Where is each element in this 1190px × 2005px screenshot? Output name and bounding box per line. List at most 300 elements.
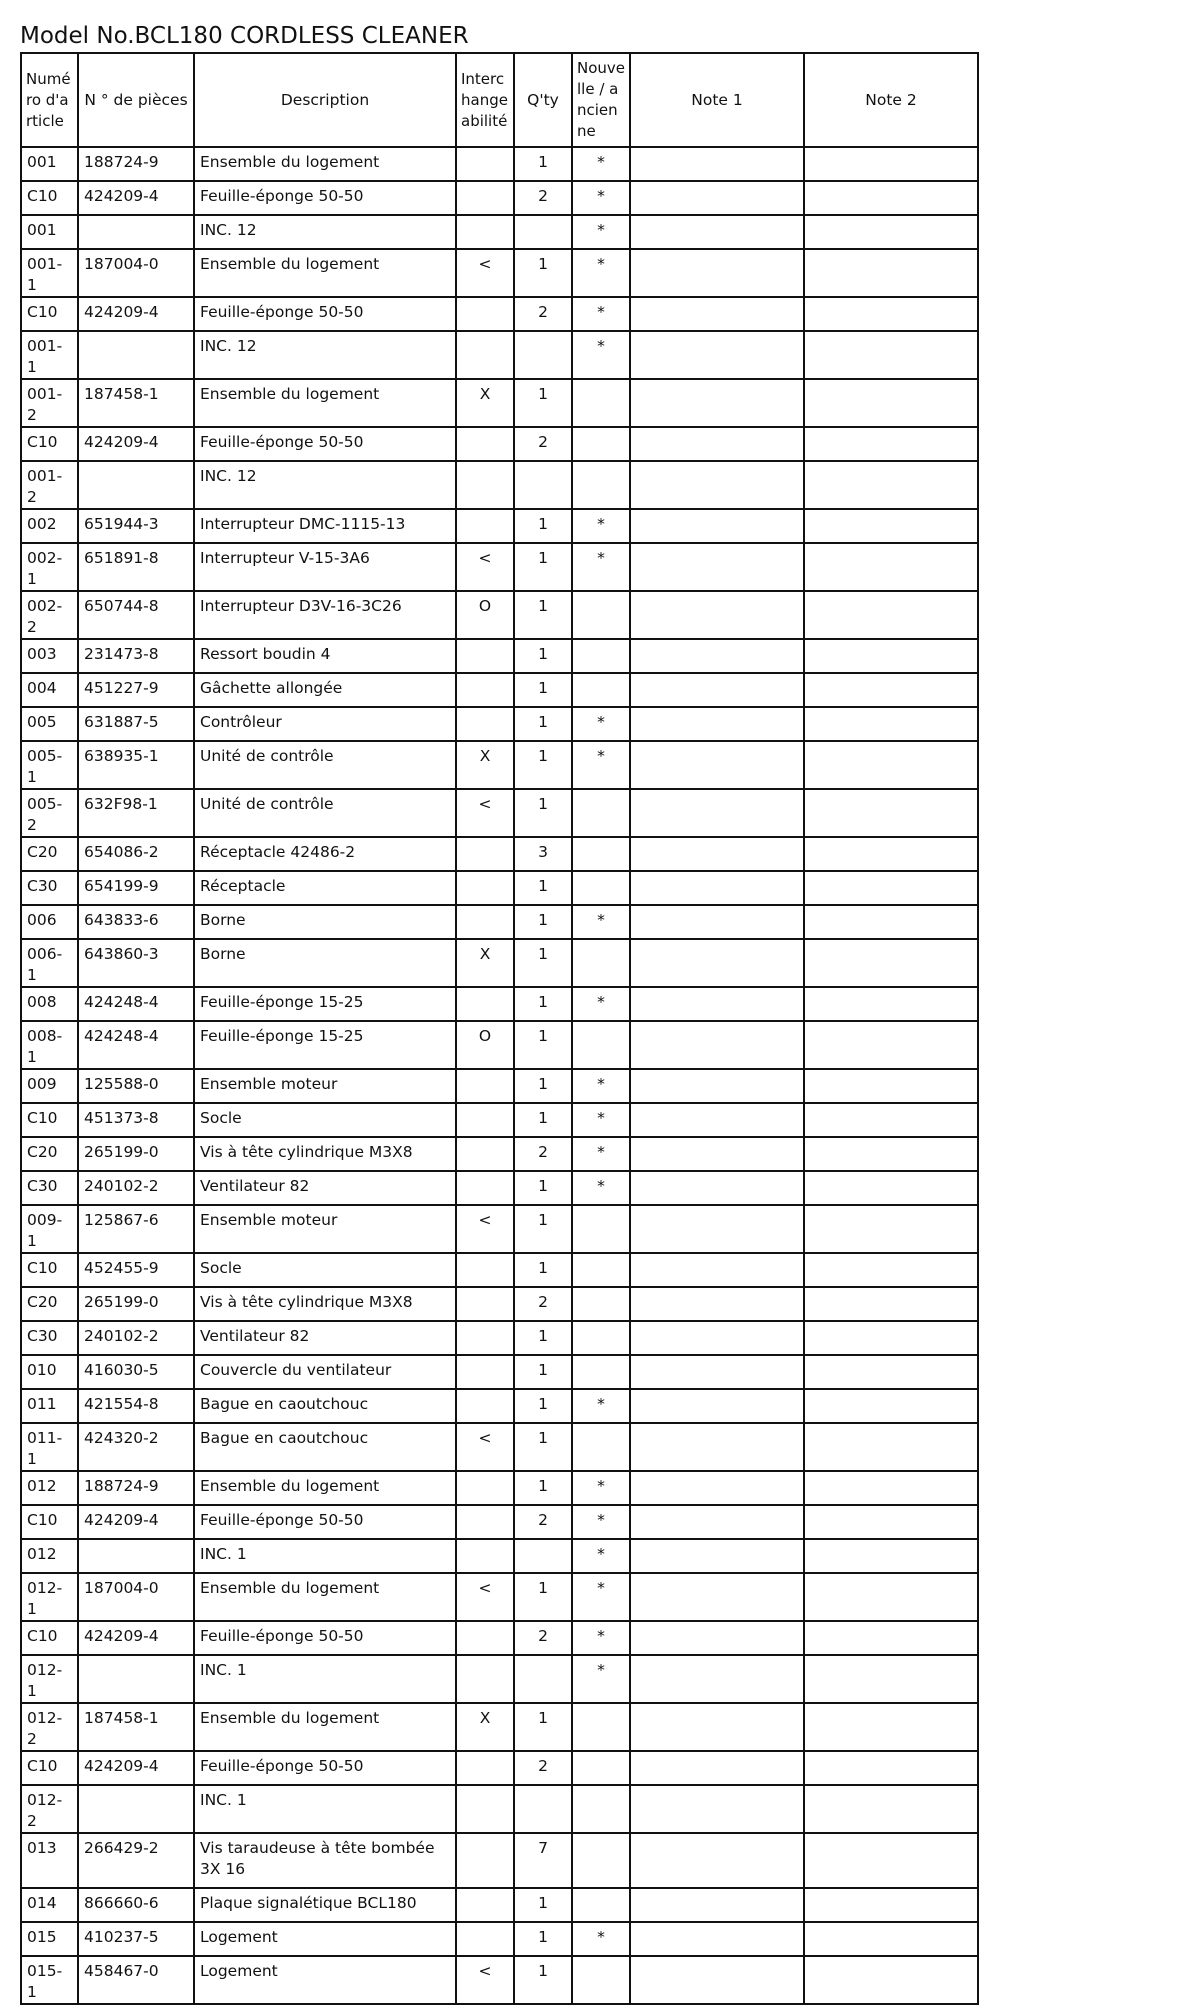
new-old-cell: * bbox=[572, 509, 630, 543]
part-number-cell: 654199-9 bbox=[78, 871, 194, 905]
item-number-cell: 001-1 bbox=[21, 249, 78, 297]
table-row bbox=[21, 1021, 978, 1069]
new-old-cell: * bbox=[572, 1655, 630, 1703]
description-cell: INC. 1 bbox=[194, 1539, 456, 1573]
note-1-cell bbox=[630, 249, 804, 297]
table-row bbox=[21, 987, 978, 1021]
part-number-cell bbox=[78, 461, 194, 509]
part-number-cell: 421554-8 bbox=[78, 1389, 194, 1423]
table-row bbox=[21, 249, 978, 297]
note-2-cell bbox=[804, 1321, 978, 1355]
quantity-cell: 2 bbox=[514, 1751, 572, 1785]
note-2-cell bbox=[804, 1888, 978, 1922]
note-2-cell bbox=[804, 147, 978, 181]
new-old-cell bbox=[572, 591, 630, 639]
description-cell: INC. 12 bbox=[194, 461, 456, 509]
item-number-cell: 009-1 bbox=[21, 1205, 78, 1253]
new-old-cell bbox=[572, 1355, 630, 1389]
interchangeability-cell bbox=[456, 1655, 514, 1703]
interchangeability-cell: X bbox=[456, 1703, 514, 1751]
note-1-cell bbox=[630, 1389, 804, 1423]
table-row bbox=[21, 673, 978, 707]
table-row bbox=[21, 1253, 978, 1287]
note-2-cell bbox=[804, 837, 978, 871]
note-1-cell bbox=[630, 1287, 804, 1321]
quantity-cell: 7 bbox=[514, 1833, 572, 1888]
description-cell: Ventilateur 82 bbox=[194, 1171, 456, 1205]
new-old-cell: * bbox=[572, 249, 630, 297]
note-2-cell bbox=[804, 871, 978, 905]
interchangeability-cell bbox=[456, 509, 514, 543]
note-2-cell bbox=[804, 427, 978, 461]
part-number-cell: 654086-2 bbox=[78, 837, 194, 871]
item-number-cell: C10 bbox=[21, 1751, 78, 1785]
table-row bbox=[21, 1751, 978, 1785]
quantity-cell bbox=[514, 331, 572, 379]
table-row bbox=[21, 1922, 978, 1956]
quantity-cell: 1 bbox=[514, 591, 572, 639]
new-old-cell: * bbox=[572, 1389, 630, 1423]
quantity-cell: 1 bbox=[514, 1103, 572, 1137]
description-cell: Réceptacle bbox=[194, 871, 456, 905]
header-item-number: Numéro d'article bbox=[21, 53, 78, 147]
note-1-cell bbox=[630, 1355, 804, 1389]
table-row bbox=[21, 147, 978, 181]
quantity-cell: 2 bbox=[514, 1137, 572, 1171]
quantity-cell: 1 bbox=[514, 1389, 572, 1423]
table-row bbox=[21, 331, 978, 379]
description-cell: Couvercle du ventilateur bbox=[194, 1355, 456, 1389]
item-number-cell: 005 bbox=[21, 707, 78, 741]
table-row bbox=[21, 1355, 978, 1389]
item-number-cell: 013 bbox=[21, 1833, 78, 1888]
note-1-cell bbox=[630, 639, 804, 673]
note-1-cell bbox=[630, 591, 804, 639]
part-number-cell: 266429-2 bbox=[78, 1833, 194, 1888]
note-2-cell bbox=[804, 1423, 978, 1471]
note-1-cell bbox=[630, 1505, 804, 1539]
note-1-cell bbox=[630, 1021, 804, 1069]
new-old-cell: * bbox=[572, 707, 630, 741]
description-cell: Interrupteur D3V-16-3C26 bbox=[194, 591, 456, 639]
note-2-cell bbox=[804, 591, 978, 639]
note-2-cell bbox=[804, 1103, 978, 1137]
new-old-cell bbox=[572, 1021, 630, 1069]
item-number-cell: 004 bbox=[21, 673, 78, 707]
new-old-cell bbox=[572, 1205, 630, 1253]
new-old-cell bbox=[572, 1253, 630, 1287]
description-cell: Ensemble du logement bbox=[194, 1703, 456, 1751]
item-number-cell: C10 bbox=[21, 1505, 78, 1539]
quantity-cell: 1 bbox=[514, 905, 572, 939]
note-2-cell bbox=[804, 1287, 978, 1321]
quantity-cell bbox=[514, 461, 572, 509]
quantity-cell: 1 bbox=[514, 1956, 572, 2004]
item-number-cell: 001 bbox=[21, 215, 78, 249]
part-number-cell: 424248-4 bbox=[78, 1021, 194, 1069]
interchangeability-cell: O bbox=[456, 591, 514, 639]
item-number-cell: C20 bbox=[21, 1137, 78, 1171]
new-old-cell: * bbox=[572, 1621, 630, 1655]
new-old-cell: * bbox=[572, 1539, 630, 1573]
item-number-cell: 001-2 bbox=[21, 461, 78, 509]
note-2-cell bbox=[804, 1171, 978, 1205]
quantity-cell: 2 bbox=[514, 1505, 572, 1539]
table-row bbox=[21, 707, 978, 741]
table-row bbox=[21, 1069, 978, 1103]
part-number-cell: 638935-1 bbox=[78, 741, 194, 789]
note-1-cell bbox=[630, 1621, 804, 1655]
new-old-cell: * bbox=[572, 1922, 630, 1956]
table-row bbox=[21, 1205, 978, 1253]
part-number-cell: 416030-5 bbox=[78, 1355, 194, 1389]
interchangeability-cell bbox=[456, 1539, 514, 1573]
quantity-cell: 1 bbox=[514, 1423, 572, 1471]
table-row bbox=[21, 297, 978, 331]
item-number-cell: C30 bbox=[21, 871, 78, 905]
interchangeability-cell: < bbox=[456, 1423, 514, 1471]
quantity-cell bbox=[514, 1785, 572, 1833]
table-row bbox=[21, 1423, 978, 1471]
new-old-cell: * bbox=[572, 1471, 630, 1505]
description-cell: Vis à tête cylindrique M3X8 bbox=[194, 1287, 456, 1321]
item-number-cell: C20 bbox=[21, 1287, 78, 1321]
item-number-cell: C30 bbox=[21, 1171, 78, 1205]
interchangeability-cell: < bbox=[456, 1205, 514, 1253]
interchangeability-cell bbox=[456, 181, 514, 215]
part-number-cell: 643860-3 bbox=[78, 939, 194, 987]
item-number-cell: 012 bbox=[21, 1539, 78, 1573]
new-old-cell bbox=[572, 1287, 630, 1321]
description-cell: Unité de contrôle bbox=[194, 789, 456, 837]
note-2-cell bbox=[804, 939, 978, 987]
interchangeability-cell: X bbox=[456, 379, 514, 427]
item-number-cell: 002-2 bbox=[21, 591, 78, 639]
note-1-cell bbox=[630, 837, 804, 871]
interchangeability-cell bbox=[456, 297, 514, 331]
interchangeability-cell bbox=[456, 1103, 514, 1137]
header-quantity: Q'ty bbox=[514, 53, 572, 147]
part-number-cell: 231473-8 bbox=[78, 639, 194, 673]
header-new-old: Nouvelle / ancienne bbox=[572, 53, 630, 147]
description-cell: Unité de contrôle bbox=[194, 741, 456, 789]
description-cell: Contrôleur bbox=[194, 707, 456, 741]
description-cell: Feuille-éponge 15-25 bbox=[194, 1021, 456, 1069]
part-number-cell: 632F98-1 bbox=[78, 789, 194, 837]
item-number-cell: C10 bbox=[21, 297, 78, 331]
table-row bbox=[21, 1956, 978, 2004]
note-1-cell bbox=[630, 181, 804, 215]
new-old-cell bbox=[572, 461, 630, 509]
table-row bbox=[21, 181, 978, 215]
item-number-cell: C10 bbox=[21, 181, 78, 215]
new-old-cell bbox=[572, 939, 630, 987]
part-number-cell: 187004-0 bbox=[78, 249, 194, 297]
interchangeability-cell bbox=[456, 147, 514, 181]
table-row bbox=[21, 1103, 978, 1137]
interchangeability-cell bbox=[456, 1922, 514, 1956]
interchangeability-cell bbox=[456, 987, 514, 1021]
interchangeability-cell bbox=[456, 1389, 514, 1423]
quantity-cell: 2 bbox=[514, 297, 572, 331]
part-number-cell: 265199-0 bbox=[78, 1137, 194, 1171]
quantity-cell: 1 bbox=[514, 987, 572, 1021]
part-number-cell: 866660-6 bbox=[78, 1888, 194, 1922]
interchangeability-cell bbox=[456, 1355, 514, 1389]
item-number-cell: 003 bbox=[21, 639, 78, 673]
item-number-cell: 012 bbox=[21, 1471, 78, 1505]
note-1-cell bbox=[630, 509, 804, 543]
new-old-cell: * bbox=[572, 987, 630, 1021]
table-row bbox=[21, 1703, 978, 1751]
description-cell: INC. 1 bbox=[194, 1785, 456, 1833]
part-number-cell: 125588-0 bbox=[78, 1069, 194, 1103]
interchangeability-cell: < bbox=[456, 249, 514, 297]
note-1-cell bbox=[630, 215, 804, 249]
table-row bbox=[21, 1655, 978, 1703]
new-old-cell: * bbox=[572, 905, 630, 939]
interchangeability-cell: < bbox=[456, 1956, 514, 2004]
part-number-cell: 651891-8 bbox=[78, 543, 194, 591]
part-number-cell: 240102-2 bbox=[78, 1171, 194, 1205]
note-1-cell bbox=[630, 1888, 804, 1922]
table-row bbox=[21, 509, 978, 543]
item-number-cell: 002-1 bbox=[21, 543, 78, 591]
quantity-cell: 1 bbox=[514, 1355, 572, 1389]
new-old-cell: * bbox=[572, 215, 630, 249]
note-2-cell bbox=[804, 639, 978, 673]
item-number-cell: 008-1 bbox=[21, 1021, 78, 1069]
quantity-cell: 1 bbox=[514, 1922, 572, 1956]
part-number-cell bbox=[78, 215, 194, 249]
new-old-cell bbox=[572, 1423, 630, 1471]
interchangeability-cell bbox=[456, 1137, 514, 1171]
note-2-cell bbox=[804, 379, 978, 427]
table-row bbox=[21, 215, 978, 249]
new-old-cell bbox=[572, 871, 630, 905]
note-1-cell bbox=[630, 1321, 804, 1355]
quantity-cell: 2 bbox=[514, 1621, 572, 1655]
description-cell: INC. 1 bbox=[194, 1655, 456, 1703]
note-2-cell bbox=[804, 1621, 978, 1655]
table-row bbox=[21, 379, 978, 427]
part-number-cell: 651944-3 bbox=[78, 509, 194, 543]
part-number-cell: 451227-9 bbox=[78, 673, 194, 707]
new-old-cell bbox=[572, 1888, 630, 1922]
interchangeability-cell: < bbox=[456, 1573, 514, 1621]
note-1-cell bbox=[630, 1703, 804, 1751]
note-2-cell bbox=[804, 707, 978, 741]
item-number-cell: 002 bbox=[21, 509, 78, 543]
table-row bbox=[21, 1389, 978, 1423]
note-2-cell bbox=[804, 181, 978, 215]
note-2-cell bbox=[804, 905, 978, 939]
quantity-cell: 1 bbox=[514, 871, 572, 905]
interchangeability-cell bbox=[456, 1785, 514, 1833]
note-2-cell bbox=[804, 1751, 978, 1785]
new-old-cell bbox=[572, 1703, 630, 1751]
part-number-cell: 424209-4 bbox=[78, 297, 194, 331]
table-row bbox=[21, 1287, 978, 1321]
part-number-cell: 265199-0 bbox=[78, 1287, 194, 1321]
note-2-cell bbox=[804, 1655, 978, 1703]
description-cell: INC. 12 bbox=[194, 215, 456, 249]
note-1-cell bbox=[630, 1833, 804, 1888]
note-2-cell bbox=[804, 1505, 978, 1539]
new-old-cell bbox=[572, 1751, 630, 1785]
interchangeability-cell bbox=[456, 1751, 514, 1785]
table-row bbox=[21, 871, 978, 905]
item-number-cell: 012-2 bbox=[21, 1703, 78, 1751]
description-cell: Feuille-éponge 50-50 bbox=[194, 1505, 456, 1539]
table-row bbox=[21, 1137, 978, 1171]
new-old-cell bbox=[572, 1785, 630, 1833]
interchangeability-cell bbox=[456, 331, 514, 379]
description-cell: Logement bbox=[194, 1922, 456, 1956]
table-row bbox=[21, 543, 978, 591]
item-number-cell: 014 bbox=[21, 1888, 78, 1922]
interchangeability-cell bbox=[456, 1171, 514, 1205]
note-1-cell bbox=[630, 461, 804, 509]
description-cell: Socle bbox=[194, 1253, 456, 1287]
part-number-cell: 188724-9 bbox=[78, 147, 194, 181]
description-cell: Feuille-éponge 50-50 bbox=[194, 1751, 456, 1785]
part-number-cell: 458467-0 bbox=[78, 1956, 194, 2004]
item-number-cell: 006-1 bbox=[21, 939, 78, 987]
quantity-cell: 2 bbox=[514, 181, 572, 215]
note-1-cell bbox=[630, 331, 804, 379]
part-number-cell: 452455-9 bbox=[78, 1253, 194, 1287]
note-2-cell bbox=[804, 1956, 978, 2004]
note-2-cell bbox=[804, 297, 978, 331]
note-2-cell bbox=[804, 741, 978, 789]
new-old-cell bbox=[572, 837, 630, 871]
table-row bbox=[21, 789, 978, 837]
quantity-cell bbox=[514, 1655, 572, 1703]
note-1-cell bbox=[630, 297, 804, 331]
quantity-cell: 1 bbox=[514, 1205, 572, 1253]
new-old-cell bbox=[572, 1833, 630, 1888]
note-2-cell bbox=[804, 543, 978, 591]
part-number-cell: 424209-4 bbox=[78, 1621, 194, 1655]
quantity-cell: 1 bbox=[514, 1703, 572, 1751]
new-old-cell: * bbox=[572, 331, 630, 379]
table-row bbox=[21, 1785, 978, 1833]
description-cell: Vis à tête cylindrique M3X8 bbox=[194, 1137, 456, 1171]
table-row bbox=[21, 639, 978, 673]
note-2-cell bbox=[804, 1573, 978, 1621]
quantity-cell bbox=[514, 1539, 572, 1573]
table-row bbox=[21, 461, 978, 509]
item-number-cell: 006 bbox=[21, 905, 78, 939]
note-2-cell bbox=[804, 1539, 978, 1573]
new-old-cell: * bbox=[572, 181, 630, 215]
part-number-cell: 240102-2 bbox=[78, 1321, 194, 1355]
interchangeability-cell bbox=[456, 215, 514, 249]
table-row bbox=[21, 1621, 978, 1655]
note-2-cell bbox=[804, 1069, 978, 1103]
new-old-cell bbox=[572, 639, 630, 673]
note-2-cell bbox=[804, 215, 978, 249]
quantity-cell: 1 bbox=[514, 509, 572, 543]
new-old-cell bbox=[572, 1321, 630, 1355]
description-cell: Ensemble du logement bbox=[194, 249, 456, 297]
new-old-cell: * bbox=[572, 297, 630, 331]
note-2-cell bbox=[804, 1021, 978, 1069]
quantity-cell: 1 bbox=[514, 707, 572, 741]
quantity-cell: 1 bbox=[514, 1069, 572, 1103]
new-old-cell: * bbox=[572, 1069, 630, 1103]
part-number-cell: 424209-4 bbox=[78, 1505, 194, 1539]
new-old-cell: * bbox=[572, 1573, 630, 1621]
description-cell: Ensemble du logement bbox=[194, 1573, 456, 1621]
quantity-cell: 1 bbox=[514, 673, 572, 707]
interchangeability-cell: < bbox=[456, 789, 514, 837]
item-number-cell: 008 bbox=[21, 987, 78, 1021]
quantity-cell: 2 bbox=[514, 1287, 572, 1321]
new-old-cell bbox=[572, 379, 630, 427]
part-number-cell: 125867-6 bbox=[78, 1205, 194, 1253]
interchangeability-cell bbox=[456, 1833, 514, 1888]
description-cell: Interrupteur DMC-1115-13 bbox=[194, 509, 456, 543]
new-old-cell: * bbox=[572, 1171, 630, 1205]
note-2-cell bbox=[804, 673, 978, 707]
note-1-cell bbox=[630, 871, 804, 905]
item-number-cell: 005-2 bbox=[21, 789, 78, 837]
interchangeability-cell bbox=[456, 1287, 514, 1321]
quantity-cell bbox=[514, 215, 572, 249]
description-cell: Ressort boudin 4 bbox=[194, 639, 456, 673]
description-cell: Socle bbox=[194, 1103, 456, 1137]
quantity-cell: 3 bbox=[514, 837, 572, 871]
note-1-cell bbox=[630, 789, 804, 837]
quantity-cell: 1 bbox=[514, 1573, 572, 1621]
note-2-cell bbox=[804, 1833, 978, 1888]
header-description: Description bbox=[194, 53, 456, 147]
note-1-cell bbox=[630, 1751, 804, 1785]
new-old-cell: * bbox=[572, 147, 630, 181]
quantity-cell: 1 bbox=[514, 639, 572, 673]
interchangeability-cell: < bbox=[456, 543, 514, 591]
description-cell: Ensemble du logement bbox=[194, 147, 456, 181]
description-cell: Bague en caoutchouc bbox=[194, 1389, 456, 1423]
note-1-cell bbox=[630, 1423, 804, 1471]
quantity-cell: 1 bbox=[514, 789, 572, 837]
note-1-cell bbox=[630, 1103, 804, 1137]
quantity-cell: 1 bbox=[514, 1021, 572, 1069]
description-cell: Réceptacle 42486-2 bbox=[194, 837, 456, 871]
item-number-cell: 012-1 bbox=[21, 1655, 78, 1703]
quantity-cell: 1 bbox=[514, 1253, 572, 1287]
note-1-cell bbox=[630, 1573, 804, 1621]
table-row bbox=[21, 1171, 978, 1205]
part-number-cell: 187004-0 bbox=[78, 1573, 194, 1621]
part-number-cell: 451373-8 bbox=[78, 1103, 194, 1137]
new-old-cell: * bbox=[572, 543, 630, 591]
table-row bbox=[21, 1471, 978, 1505]
description-cell: Borne bbox=[194, 939, 456, 987]
interchangeability-cell bbox=[456, 871, 514, 905]
item-number-cell: 005-1 bbox=[21, 741, 78, 789]
interchangeability-cell bbox=[456, 639, 514, 673]
note-1-cell bbox=[630, 379, 804, 427]
note-1-cell bbox=[630, 741, 804, 789]
item-number-cell: C10 bbox=[21, 1253, 78, 1287]
item-number-cell: 001 bbox=[21, 147, 78, 181]
description-cell: Ensemble moteur bbox=[194, 1069, 456, 1103]
description-cell: Ventilateur 82 bbox=[194, 1321, 456, 1355]
description-cell: Feuille-éponge 50-50 bbox=[194, 1621, 456, 1655]
